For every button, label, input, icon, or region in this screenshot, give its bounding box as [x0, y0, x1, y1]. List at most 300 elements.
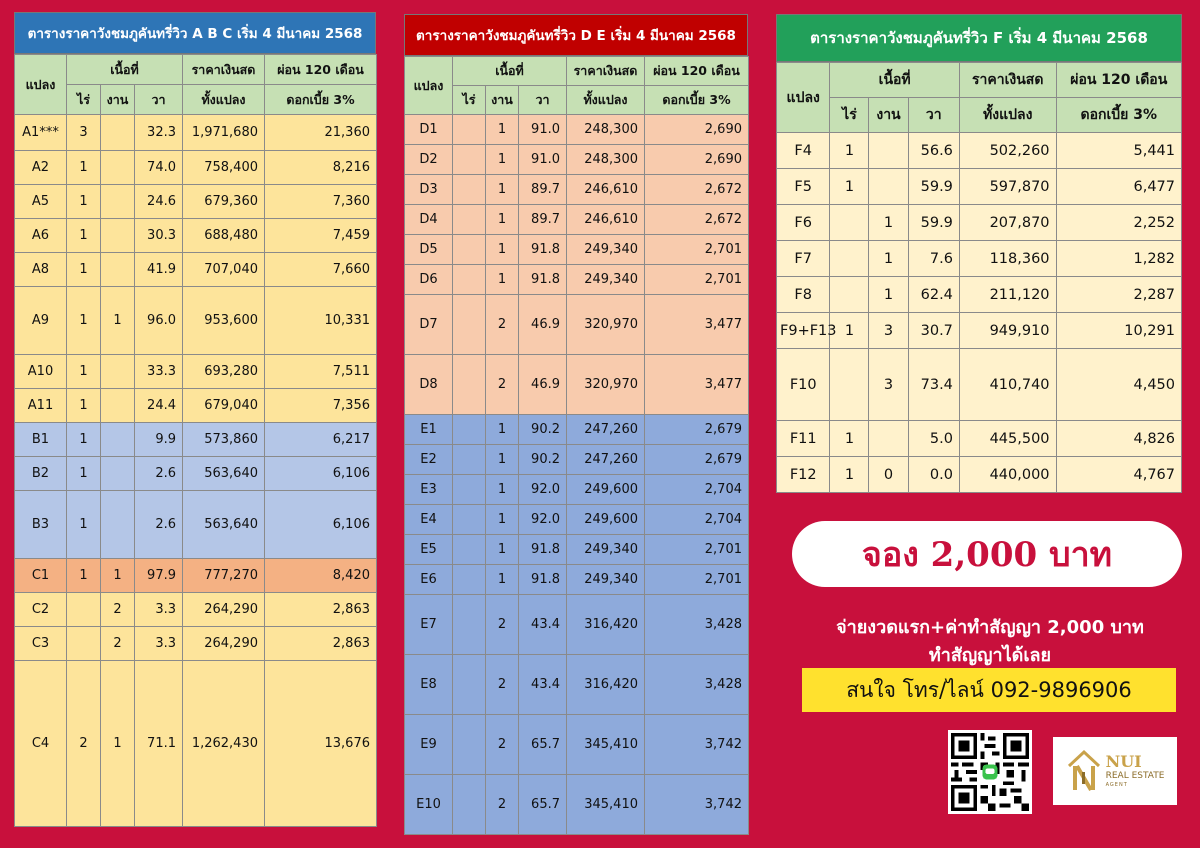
ngan-cell: 2	[101, 627, 135, 661]
monthly-cell: 3,477	[645, 355, 749, 415]
rai-cell	[453, 535, 486, 565]
table-row	[405, 355, 749, 415]
rai-cell	[67, 627, 101, 661]
plot-cell: B3	[15, 491, 67, 559]
ngan-cell	[101, 185, 135, 219]
plot-cell: E6	[405, 565, 453, 595]
monthly-cell: 7,660	[265, 253, 377, 287]
wa-cell: 92.0	[519, 475, 567, 505]
monthly-cell: 6,106	[265, 491, 377, 559]
agency-logo	[1053, 737, 1177, 805]
header-area: เนื้อที่	[830, 63, 959, 98]
plot-cell: D2	[405, 145, 453, 175]
wa-cell: 30.3	[135, 219, 183, 253]
table-row	[405, 715, 749, 775]
plot-cell: F11	[777, 421, 830, 457]
monthly-cell: 2,690	[645, 145, 749, 175]
price-grid-f	[776, 62, 1182, 493]
rows-de	[405, 115, 749, 835]
price-cell: 573,860	[183, 423, 265, 457]
rai-cell	[67, 593, 101, 627]
ngan-cell: 1	[869, 241, 908, 277]
price-cell: 249,340	[567, 265, 645, 295]
rai-cell: 1	[67, 559, 101, 593]
rai-cell	[453, 715, 486, 775]
monthly-cell: 1,282	[1056, 241, 1181, 277]
table-row	[15, 423, 377, 457]
header-rai: ไร่	[830, 98, 869, 133]
header-row	[15, 85, 377, 115]
wa-cell: 46.9	[519, 295, 567, 355]
rai-cell	[830, 241, 869, 277]
monthly-cell: 2,252	[1056, 205, 1181, 241]
monthly-cell: 2,704	[645, 505, 749, 535]
monthly-cell: 3,428	[645, 595, 749, 655]
price-table-abc	[14, 12, 376, 827]
rai-cell	[453, 235, 486, 265]
monthly-cell: 3,428	[645, 655, 749, 715]
monthly-cell: 2,701	[645, 565, 749, 595]
ngan-cell	[101, 219, 135, 253]
table-row	[405, 175, 749, 205]
plot-cell: F9+F13	[777, 313, 830, 349]
wa-cell: 89.7	[519, 175, 567, 205]
wa-cell: 91.8	[519, 565, 567, 595]
monthly-cell: 2,863	[265, 627, 377, 661]
monthly-cell: 2,679	[645, 445, 749, 475]
monthly-cell: 10,331	[265, 287, 377, 355]
table-title-abc: ตารางราคาวังชมภูคันทรี่วิว A B C เริ่ม 4 มีนาคม 2568	[14, 12, 376, 54]
monthly-cell: 10,291	[1056, 313, 1181, 349]
rai-cell	[453, 355, 486, 415]
price-cell: 320,970	[567, 355, 645, 415]
rai-cell: 1	[67, 287, 101, 355]
monthly-cell: 6,477	[1056, 169, 1181, 205]
monthly-cell: 3,742	[645, 715, 749, 775]
plot-cell: A6	[15, 219, 67, 253]
rai-cell	[453, 145, 486, 175]
plot-cell: D6	[405, 265, 453, 295]
wa-cell: 32.3	[135, 115, 183, 151]
monthly-cell: 2,679	[645, 415, 749, 445]
wa-cell: 56.6	[908, 133, 959, 169]
rai-cell: 1	[830, 457, 869, 493]
ngan-cell	[101, 151, 135, 185]
price-cell: 949,910	[959, 313, 1056, 349]
contact-banner[interactable]: สนใจ โทร/ไลน์ 092-9896906	[802, 668, 1176, 712]
wa-cell: 7.6	[908, 241, 959, 277]
monthly-cell: 2,704	[645, 475, 749, 505]
wa-cell: 62.4	[908, 277, 959, 313]
wa-cell: 24.6	[135, 185, 183, 219]
monthly-cell: 8,420	[265, 559, 377, 593]
price-cell: 320,970	[567, 295, 645, 355]
rai-cell: 1	[67, 219, 101, 253]
monthly-cell: 4,767	[1056, 457, 1181, 493]
monthly-cell: 7,511	[265, 355, 377, 389]
rai-cell: 2	[67, 661, 101, 827]
table-row	[15, 491, 377, 559]
rai-cell: 1	[830, 421, 869, 457]
plot-cell: D5	[405, 235, 453, 265]
wa-cell: 91.8	[519, 535, 567, 565]
header-ngan: งาน	[101, 85, 135, 115]
rai-cell: 1	[67, 355, 101, 389]
plot-cell: A1***	[15, 115, 67, 151]
plot-cell: A8	[15, 253, 67, 287]
wa-cell: 24.4	[135, 389, 183, 423]
wa-cell: 46.9	[519, 355, 567, 415]
rows-abc	[15, 115, 377, 827]
header-installment: ผ่อน 120 เดือน	[1056, 63, 1181, 98]
ngan-cell	[101, 389, 135, 423]
table-row	[15, 389, 377, 423]
monthly-cell: 7,360	[265, 185, 377, 219]
rai-cell	[453, 565, 486, 595]
ngan-cell: 1	[869, 205, 908, 241]
table-row	[405, 535, 749, 565]
wa-cell: 91.0	[519, 115, 567, 145]
header-cash-price: ราคาเงินสด	[959, 63, 1056, 98]
price-cell: 207,870	[959, 205, 1056, 241]
wa-cell: 33.3	[135, 355, 183, 389]
ngan-cell: 2	[101, 593, 135, 627]
monthly-cell: 4,826	[1056, 421, 1181, 457]
ngan-cell: 1	[486, 115, 519, 145]
table-row	[405, 775, 749, 835]
table-row	[777, 205, 1182, 241]
rai-cell: 1	[830, 313, 869, 349]
price-cell: 953,600	[183, 287, 265, 355]
plot-cell: E2	[405, 445, 453, 475]
monthly-cell: 6,106	[265, 457, 377, 491]
ngan-cell: 1	[486, 235, 519, 265]
monthly-cell: 2,672	[645, 205, 749, 235]
monthly-cell: 7,356	[265, 389, 377, 423]
plot-cell: C2	[15, 593, 67, 627]
rai-cell: 1	[67, 491, 101, 559]
monthly-cell: 2,863	[265, 593, 377, 627]
table-row	[405, 445, 749, 475]
plot-cell: C3	[15, 627, 67, 661]
price-cell: 502,260	[959, 133, 1056, 169]
wa-cell: 43.4	[519, 595, 567, 655]
rai-cell	[453, 595, 486, 655]
table-row	[405, 565, 749, 595]
header-cash-price: ราคาเงินสด	[567, 57, 645, 86]
header-ngan: งาน	[869, 98, 908, 133]
rai-cell: 3	[67, 115, 101, 151]
table-row	[405, 205, 749, 235]
table-title-f: ตารางราคาวังชมภูคันทรี่วิว F เริ่ม 4 มีนาคม 2568	[776, 14, 1182, 62]
header-wa: วา	[908, 98, 959, 133]
header-cash-price: ราคาเงินสด	[183, 55, 265, 85]
ngan-cell: 1	[101, 661, 135, 827]
house-logo-icon	[1066, 748, 1102, 794]
rai-cell	[453, 415, 486, 445]
header-plot: แปลง	[777, 63, 830, 133]
ngan-cell	[101, 491, 135, 559]
plot-cell: E1	[405, 415, 453, 445]
header-row	[15, 55, 377, 85]
monthly-cell: 2,287	[1056, 277, 1181, 313]
ngan-cell: 1	[486, 505, 519, 535]
header-area: เนื้อที่	[67, 55, 183, 85]
header-whole-plot: ทั้งแปลง	[567, 86, 645, 115]
price-cell: 345,410	[567, 715, 645, 775]
ngan-cell: 1	[869, 277, 908, 313]
price-cell: 316,420	[567, 655, 645, 715]
rai-cell	[453, 775, 486, 835]
rows-f	[777, 133, 1182, 493]
ngan-cell	[101, 355, 135, 389]
rai-cell: 1	[67, 253, 101, 287]
plot-cell: A9	[15, 287, 67, 355]
table-row	[15, 151, 377, 185]
table-row	[15, 115, 377, 151]
header-interest: ดอกเบี้ย 3%	[265, 85, 377, 115]
price-cell: 563,640	[183, 457, 265, 491]
header-row	[405, 86, 749, 115]
table-row	[15, 593, 377, 627]
plot-cell: A10	[15, 355, 67, 389]
rai-cell	[453, 445, 486, 475]
rai-cell: 1	[830, 169, 869, 205]
price-cell: 247,260	[567, 415, 645, 445]
ngan-cell: 3	[869, 313, 908, 349]
monthly-cell: 8,216	[265, 151, 377, 185]
rai-cell	[453, 505, 486, 535]
plot-cell: F7	[777, 241, 830, 277]
wa-cell: 89.7	[519, 205, 567, 235]
plot-cell: A5	[15, 185, 67, 219]
price-cell: 345,410	[567, 775, 645, 835]
header-rai: ไร่	[453, 86, 486, 115]
plot-cell: F8	[777, 277, 830, 313]
header-interest: ดอกเบี้ย 3%	[1056, 98, 1181, 133]
wa-cell: 90.2	[519, 415, 567, 445]
price-cell: 445,500	[959, 421, 1056, 457]
header-plot: แปลง	[15, 55, 67, 115]
price-cell: 410,740	[959, 349, 1056, 421]
table-row	[777, 241, 1182, 277]
plot-cell: D4	[405, 205, 453, 235]
logo-tag: AGENT	[1105, 782, 1128, 788]
logo-sub: REAL ESTATE	[1105, 771, 1165, 781]
rai-cell: 1	[67, 185, 101, 219]
price-cell: 316,420	[567, 595, 645, 655]
table-row	[777, 133, 1182, 169]
wa-cell: 9.9	[135, 423, 183, 457]
price-cell: 249,340	[567, 235, 645, 265]
wa-cell: 3.3	[135, 593, 183, 627]
wa-cell: 91.8	[519, 265, 567, 295]
header-area: เนื้อที่	[453, 57, 567, 86]
table-row	[15, 559, 377, 593]
booking-banner: จอง 2,000 บาท	[792, 521, 1182, 587]
ngan-cell: 1	[486, 445, 519, 475]
table-row	[777, 349, 1182, 421]
rai-cell	[453, 205, 486, 235]
ngan-cell: 1	[486, 145, 519, 175]
plot-cell: E9	[405, 715, 453, 775]
price-grid-abc	[14, 54, 377, 827]
plot-cell: E5	[405, 535, 453, 565]
price-cell: 118,360	[959, 241, 1056, 277]
price-cell: 264,290	[183, 593, 265, 627]
plot-cell: A2	[15, 151, 67, 185]
price-cell: 248,300	[567, 145, 645, 175]
price-cell: 246,610	[567, 175, 645, 205]
table-row	[15, 185, 377, 219]
plot-cell: D3	[405, 175, 453, 205]
plot-cell: D8	[405, 355, 453, 415]
ngan-cell	[869, 169, 908, 205]
monthly-cell: 2,701	[645, 235, 749, 265]
monthly-cell: 3,477	[645, 295, 749, 355]
ngan-cell: 1	[101, 287, 135, 355]
plot-cell: F12	[777, 457, 830, 493]
plot-cell: F10	[777, 349, 830, 421]
price-cell: 248,300	[567, 115, 645, 145]
wa-cell: 41.9	[135, 253, 183, 287]
plot-cell: B2	[15, 457, 67, 491]
price-cell: 1,262,430	[183, 661, 265, 827]
table-row	[15, 355, 377, 389]
qr-code-icon[interactable]	[948, 730, 1032, 814]
price-cell: 211,120	[959, 277, 1056, 313]
table-row	[405, 115, 749, 145]
price-cell: 1,971,680	[183, 115, 265, 151]
ngan-cell	[101, 115, 135, 151]
price-cell: 679,040	[183, 389, 265, 423]
table-row	[15, 253, 377, 287]
table-row	[405, 235, 749, 265]
table-row	[15, 457, 377, 491]
plot-cell: D1	[405, 115, 453, 145]
monthly-cell: 5,441	[1056, 133, 1181, 169]
ngan-cell	[101, 253, 135, 287]
plot-cell: E7	[405, 595, 453, 655]
payment-note-line1: จ่ายงวดแรก+ค่าทำสัญญา 2,000 บาท	[836, 617, 1144, 638]
table-row	[777, 313, 1182, 349]
monthly-cell: 2,701	[645, 265, 749, 295]
header-row	[777, 98, 1182, 133]
table-row	[405, 505, 749, 535]
header-plot: แปลง	[405, 57, 453, 115]
price-cell: 693,280	[183, 355, 265, 389]
rai-cell	[453, 175, 486, 205]
monthly-cell: 7,459	[265, 219, 377, 253]
table-row	[15, 661, 377, 827]
monthly-cell: 21,360	[265, 115, 377, 151]
table-row	[405, 145, 749, 175]
ngan-cell: 1	[486, 535, 519, 565]
ngan-cell: 2	[486, 595, 519, 655]
table-row	[405, 475, 749, 505]
table-row	[777, 421, 1182, 457]
ngan-cell: 3	[869, 349, 908, 421]
table-row	[777, 169, 1182, 205]
plot-cell: C4	[15, 661, 67, 827]
rai-cell	[830, 349, 869, 421]
table-row	[405, 415, 749, 445]
table-row	[405, 265, 749, 295]
plot-cell: F6	[777, 205, 830, 241]
table-row	[405, 295, 749, 355]
table-row	[777, 457, 1182, 493]
price-cell: 688,480	[183, 219, 265, 253]
wa-cell: 2.6	[135, 457, 183, 491]
plot-cell: E4	[405, 505, 453, 535]
price-cell: 597,870	[959, 169, 1056, 205]
header-wa: วา	[135, 85, 183, 115]
wa-cell: 74.0	[135, 151, 183, 185]
wa-cell: 65.7	[519, 715, 567, 775]
wa-cell: 91.8	[519, 235, 567, 265]
monthly-cell: 2,690	[645, 115, 749, 145]
wa-cell: 43.4	[519, 655, 567, 715]
price-cell: 249,600	[567, 475, 645, 505]
header-whole-plot: ทั้งแปลง	[183, 85, 265, 115]
ngan-cell: 1	[486, 415, 519, 445]
ngan-cell: 2	[486, 355, 519, 415]
plot-cell: F5	[777, 169, 830, 205]
ngan-cell: 2	[486, 295, 519, 355]
price-cell: 707,040	[183, 253, 265, 287]
rai-cell	[453, 655, 486, 715]
plot-cell: D7	[405, 295, 453, 355]
header-row	[405, 57, 749, 86]
price-cell: 440,000	[959, 457, 1056, 493]
ngan-cell: 1	[486, 175, 519, 205]
price-cell: 249,340	[567, 565, 645, 595]
wa-cell: 3.3	[135, 627, 183, 661]
rai-cell	[453, 115, 486, 145]
ngan-cell: 1	[486, 475, 519, 505]
rai-cell: 1	[67, 457, 101, 491]
wa-cell: 71.1	[135, 661, 183, 827]
plot-cell: E3	[405, 475, 453, 505]
header-rai: ไร่	[67, 85, 101, 115]
table-title-de: ตารางราคาวังชมภูคันทรี่วิว D E เริ่ม 4 มีนาคม 2568	[404, 14, 748, 56]
ngan-cell	[869, 421, 908, 457]
header-interest: ดอกเบี้ย 3%	[645, 86, 749, 115]
rai-cell	[453, 295, 486, 355]
plot-cell: C1	[15, 559, 67, 593]
payment-note-line2: ทำสัญญาได้เลย	[928, 645, 1052, 666]
ngan-cell: 2	[486, 655, 519, 715]
ngan-cell: 1	[486, 205, 519, 235]
table-row	[405, 655, 749, 715]
price-cell: 777,270	[183, 559, 265, 593]
rai-cell: 1	[67, 151, 101, 185]
price-cell: 264,290	[183, 627, 265, 661]
header-installment: ผ่อน 120 เดือน	[645, 57, 749, 86]
wa-cell: 5.0	[908, 421, 959, 457]
price-cell: 249,600	[567, 505, 645, 535]
price-table-de	[404, 14, 748, 835]
plot-cell: E8	[405, 655, 453, 715]
rai-cell: 1	[67, 389, 101, 423]
wa-cell: 65.7	[519, 775, 567, 835]
rai-cell: 1	[67, 423, 101, 457]
monthly-cell: 2,701	[645, 535, 749, 565]
header-whole-plot: ทั้งแปลง	[959, 98, 1056, 133]
ngan-cell	[101, 423, 135, 457]
header-wa: วา	[519, 86, 567, 115]
price-cell: 249,340	[567, 535, 645, 565]
